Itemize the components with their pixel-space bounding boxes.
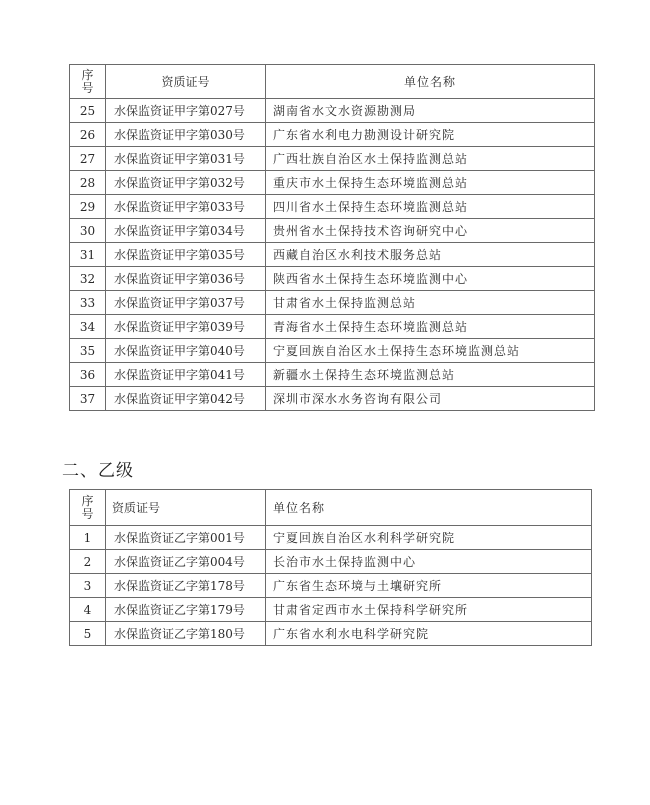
unit-name-cell: 广东省水利电力勘测设计研究院 [266,123,595,147]
table-row [70,291,595,315]
certificate-number-cell: 水保监资证甲字第040号 [106,339,266,363]
certificate-number-cell: 水保监资证甲字第027号 [106,99,266,123]
serial-number-cell: 37 [70,387,106,411]
table-row [70,99,595,123]
certificate-number-cell: 水保监资证甲字第035号 [106,243,266,267]
certificate-number-cell: 水保监资证甲字第039号 [106,315,266,339]
table-row [70,171,595,195]
grade-b-table [69,489,592,646]
unit-name-cell: 贵州省水土保持技术咨询研究中心 [266,219,595,243]
table-row [70,387,595,411]
certificate-number-cell: 水保监资证乙字第001号 [106,526,266,550]
certificate-number-cell: 水保监资证甲字第042号 [106,387,266,411]
table-row [70,315,595,339]
unit-name-cell: 新疆水土保持生态环境监测总站 [266,363,595,387]
certificate-number-cell: 水保监资证乙字第180号 [106,622,266,646]
table-header-row [70,490,592,526]
serial-number-cell: 2 [70,550,106,574]
table-row [70,363,595,387]
table-row [70,219,595,243]
certificate-number-cell: 水保监资证乙字第179号 [106,598,266,622]
serial-number-cell: 31 [70,243,106,267]
section-title-grade-b: 二、乙级 [62,461,134,481]
table-row [70,123,595,147]
certificate-number-cell: 水保监资证甲字第032号 [106,171,266,195]
table-header-row [70,65,595,99]
serial-number-cell: 29 [70,195,106,219]
table-row [70,574,592,598]
serial-number-cell: 27 [70,147,106,171]
header-unit-name: 单位名称 [266,490,592,526]
certificate-number-cell: 水保监资证乙字第178号 [106,574,266,598]
unit-name-cell: 广东省水利水电科学研究院 [266,622,592,646]
certificate-number-cell: 水保监资证甲字第037号 [106,291,266,315]
certificate-number-cell: 水保监资证甲字第034号 [106,219,266,243]
table-row [70,598,592,622]
unit-name-cell: 重庆市水土保持生态环境监测总站 [266,171,595,195]
unit-name-cell: 陕西省水土保持生态环境监测中心 [266,267,595,291]
certificate-number-cell: 水保监资证甲字第030号 [106,123,266,147]
table-row [70,195,595,219]
serial-number-cell: 33 [70,291,106,315]
certificate-number-cell: 水保监资证甲字第036号 [106,267,266,291]
certificate-number-cell: 水保监资证乙字第004号 [106,550,266,574]
serial-number-cell: 1 [70,526,106,550]
unit-name-cell: 广东省生态环境与土壤研究所 [266,574,592,598]
table-row [70,526,592,550]
unit-name-cell: 广西壮族自治区水土保持监测总站 [266,147,595,171]
serial-number-cell: 32 [70,267,106,291]
serial-number-cell: 25 [70,99,106,123]
unit-name-cell: 深圳市深水水务咨询有限公司 [266,387,595,411]
serial-number-cell: 4 [70,598,106,622]
serial-number-cell: 36 [70,363,106,387]
header-serial-number: 序号 [70,65,106,99]
unit-name-cell: 甘肃省定西市水土保持科学研究所 [266,598,592,622]
table-row [70,243,595,267]
grade-a-table [69,64,595,411]
serial-number-cell: 26 [70,123,106,147]
table-row [70,267,595,291]
unit-name-cell: 宁夏回族自治区水土保持生态环境监测总站 [266,339,595,363]
serial-number-cell: 3 [70,574,106,598]
certificate-number-cell: 水保监资证甲字第033号 [106,195,266,219]
table-row [70,622,592,646]
unit-name-cell: 西藏自治区水利技术服务总站 [266,243,595,267]
table-row [70,550,592,574]
header-certificate-number: 资质证号 [106,490,266,526]
table-row [70,147,595,171]
unit-name-cell: 四川省水土保持生态环境监测总站 [266,195,595,219]
unit-name-cell: 宁夏回族自治区水利科学研究院 [266,526,592,550]
header-serial-number: 序号 [70,490,106,526]
header-unit-name: 单位名称 [266,65,595,99]
serial-number-cell: 5 [70,622,106,646]
serial-number-cell: 30 [70,219,106,243]
serial-number-cell: 35 [70,339,106,363]
unit-name-cell: 青海省水土保持生态环境监测总站 [266,315,595,339]
serial-number-cell: 34 [70,315,106,339]
table-row [70,339,595,363]
unit-name-cell: 湖南省水文水资源勘测局 [266,99,595,123]
header-certificate-number: 资质证号 [106,65,266,99]
unit-name-cell: 甘肃省水土保持监测总站 [266,291,595,315]
certificate-number-cell: 水保监资证甲字第041号 [106,363,266,387]
certificate-number-cell: 水保监资证甲字第031号 [106,147,266,171]
serial-number-cell: 28 [70,171,106,195]
unit-name-cell: 长治市水土保持监测中心 [266,550,592,574]
